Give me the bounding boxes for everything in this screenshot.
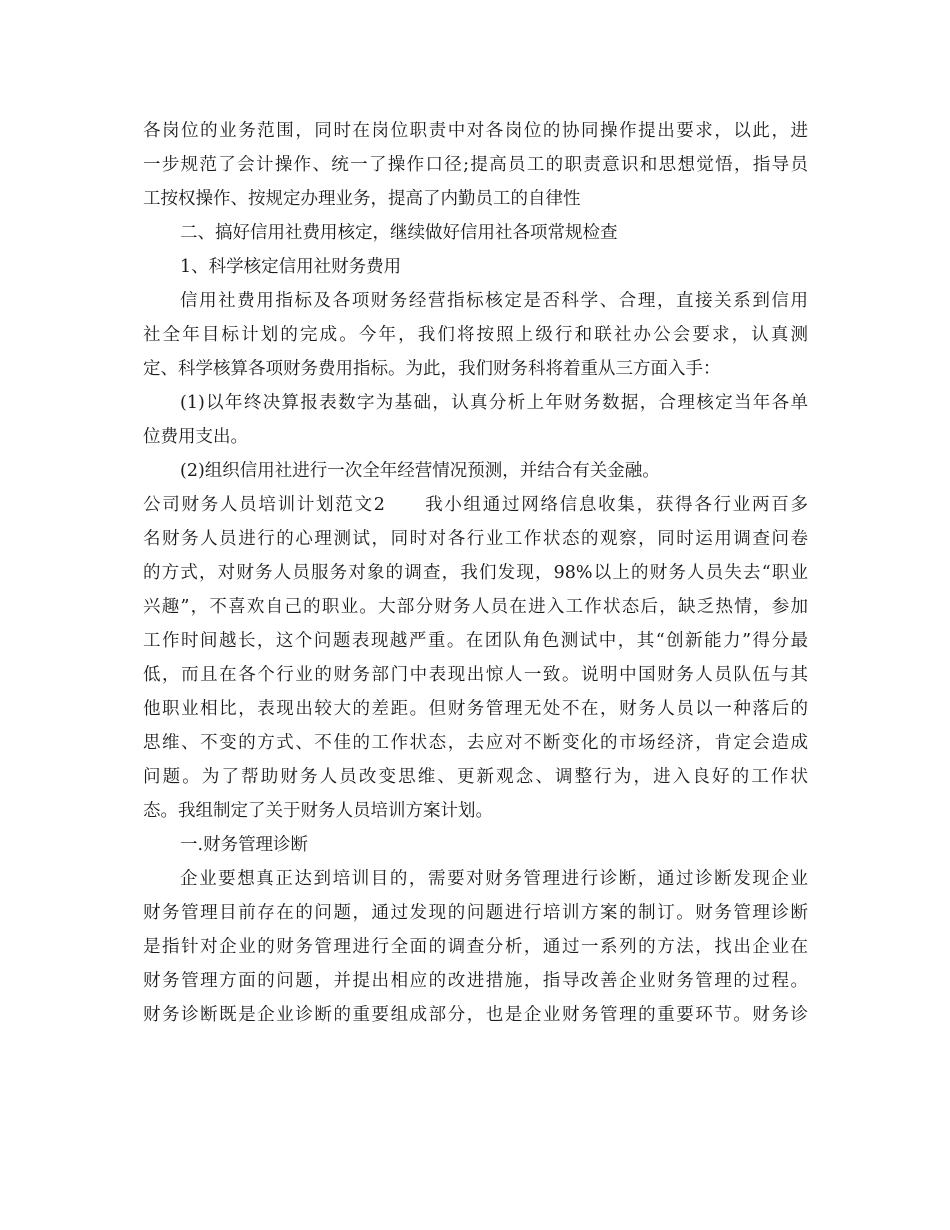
- text-line: (1)以年终决算报表数字为基础，认真分析上年财务数据，合理核定当年各单: [180, 393, 808, 413]
- text-line: 1、科学核定信用社财务费用: [180, 257, 402, 277]
- text-line: 财务管理目前存在的问题，通过发现的问题进行培训方案的制订。财务管理诊断: [143, 903, 808, 923]
- text-line: 一步规范了会计操作、统一了操作口径;提高员工的职责意识和思想觉悟，指导员: [143, 155, 808, 175]
- text-line: 工按权操作、按规定办理业务，提高了内勤员工的自律性: [143, 189, 581, 209]
- text-line: 名财务人员进行的心理测试，同时对各行业工作状态的观察，同时运用调查问卷: [143, 529, 808, 549]
- text-line: 各岗位的业务范围，同时在岗位职责中对各岗位的协同操作提出要求，以此，进: [143, 121, 808, 141]
- text-line: 态。我组制定了关于财务人员培训方案计划。: [143, 801, 493, 821]
- document-body: [143, 114, 808, 1032]
- text-line: 的方式，对财务人员服务对象的调查，我们发现，98%以上的财务人员失去“职业: [143, 563, 808, 583]
- text-line: 企业要想真正达到培训目的，需要对财务管理进行诊断，通过诊断发现企业: [180, 869, 808, 889]
- text-line: 思维、不变的方式、不佳的工作状态，去应对不断变化的市场经济，肯定会造成: [143, 733, 808, 753]
- text-line: 一.财务管理诊断: [180, 835, 309, 855]
- text-line: 信用社费用指标及各项财务经营指标核定是否科学、合理，直接关系到信用: [180, 291, 808, 311]
- text-line: 社全年目标计划的完成。今年，我们将按照上级行和联社办公会要求，认真测: [143, 325, 808, 345]
- text-line: (2)组织信用社进行一次全年经营情况预测，并结合有关金融。: [180, 461, 660, 481]
- text-line: 公司财务人员培训计划范文2 我小组通过网络信息收集，获得各行业两百多: [143, 495, 808, 515]
- text-line: 财务诊断既是企业诊断的重要组成部分，也是企业财务管理的重要环节。财务诊: [143, 1005, 808, 1025]
- text-line: 是指针对企业的财务管理进行全面的调查分析，通过一系列的方法，找出企业在: [143, 937, 808, 957]
- text-line: 问题。为了帮助财务人员改变思维、更新观念、调整行为，进入良好的工作状: [143, 767, 808, 787]
- text-line: 财务管理方面的问题，并提出相应的改进措施，指导改善企业财务管理的过程。: [143, 971, 808, 991]
- text-line: 二、搞好信用社费用核定，继续做好信用社各项常规检查: [180, 223, 618, 243]
- text-line: 低，而且在各个行业的财务部门中表现出惊人一致。说明中国财务人员队伍与其: [143, 665, 808, 685]
- text-line: 位费用支出。: [143, 427, 248, 447]
- text-line: 工作时间越长，这个问题表现越严重。在团队角色测试中，其“创新能力”得分最: [143, 631, 808, 651]
- text-line: 定、科学核算各项财务费用指标。为此，我们财务科将着重从三方面入手：: [143, 359, 721, 379]
- text-line: 兴趣”，不喜欢自己的职业。大部分财务人员在进入工作状态后，缺乏热情，参加: [143, 597, 808, 617]
- text-line: 他职业相比，表现出较大的差距。但财务管理无处不在，财务人员以一种落后的: [143, 699, 808, 719]
